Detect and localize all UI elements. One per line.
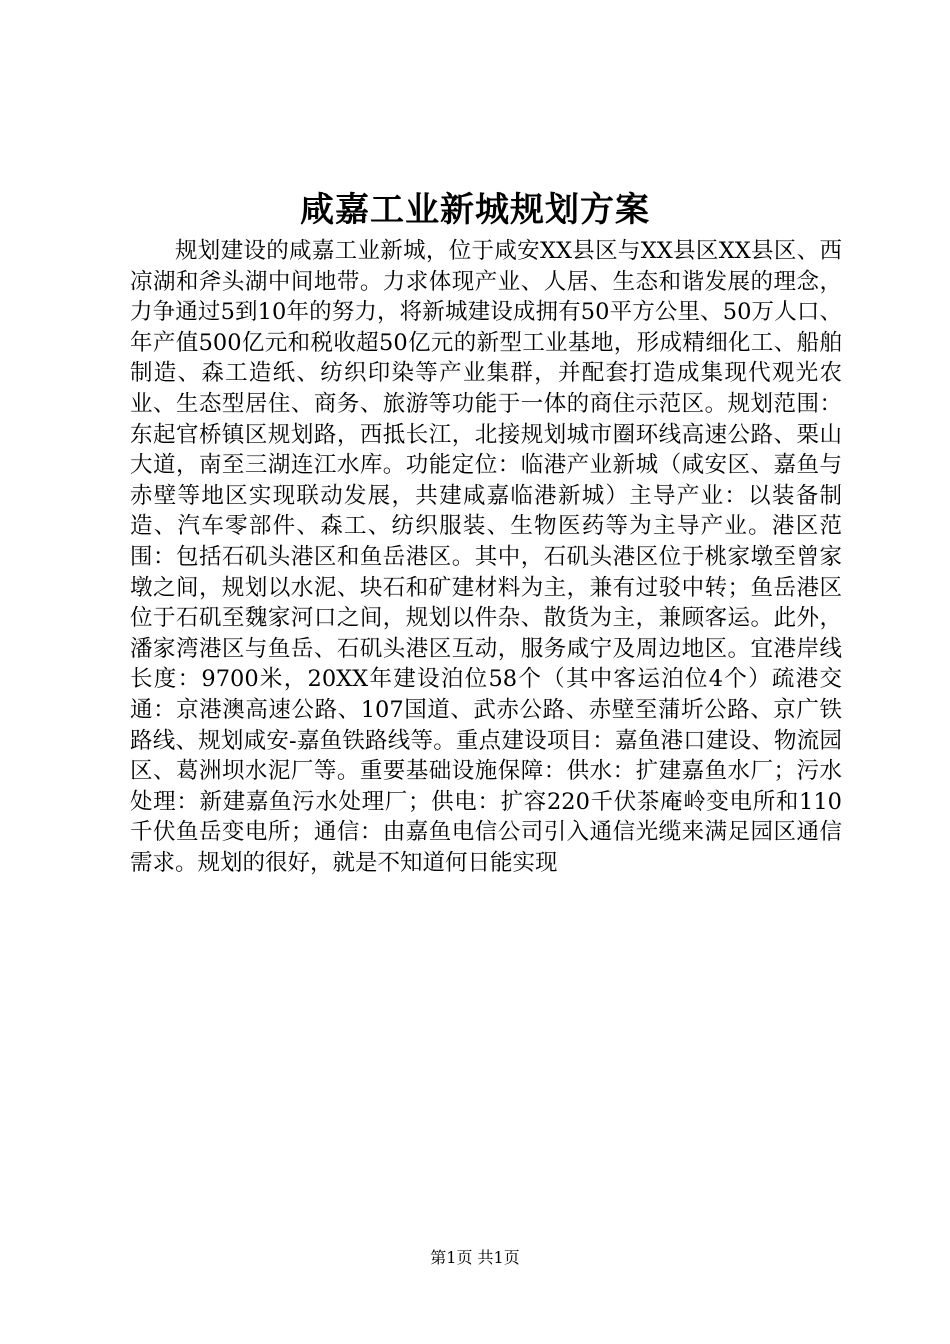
document-title: 咸嘉工业新城规划方案 (300, 190, 650, 230)
document-body: 规划建设的咸嘉工业新城，位于咸安XX县区与XX县区XX县区、西凉湖和斧头湖中间地带。力求体现产业、人居、生态和谐发展的理念，力争通过5到10年的努力，将新城建设成拥有50平方公里、50万人口、年产值500亿元和税收超50亿元的新型工业基地，形成精细化工、船舶制造、森工造纸、纺织印染等产业集群，并配套打造成集现代观光农业、生态型居住、商务、旅游等功能于一体的商住示范区。规划范围：东起官桥镇区规划路，西抵长江，北接规划城市圈环线高速公路、栗山大道，南至三湖连江水库。功能定位：临港产业新城（咸安区、嘉鱼与赤壁等地区实现联动发展，共建咸嘉临港新城）主导产业：以装备制造、汽车零部件、森工、纺织服装、生物医药等为主导产业。港区范围：包括石矶头港区和鱼岳港区。其中，石矶头港区位于桃家墩至曾家墩之间，规划以水泥、块石和矿建材料为主，兼有过驳中转；鱼岳港区位于石矶至魏家河口之间，规划以件杂、散货为主，兼顾客运。此外，潘家湾港区与鱼岳、石矶头港区互动，服务咸宁及周边地区。宜港岸线长度：9700米，20XX年建设泊位58个（其中客运泊位4个）疏港交通：京港澳高速公路、107国道、武赤公路、赤壁至蒲圻公路、京广铁路线、规划咸安-嘉鱼铁路线等。重点建设项目：嘉鱼港口建设、物流园区、葛洲坝水泥厂等。重要基础设施保障：供水：扩建嘉鱼水厂；污水处理：新建嘉鱼污水处理厂；供电：扩容220千伏茶庵岭变电所和110千伏鱼岳变电所；通信：由嘉鱼电信公司引入通信光缆来满足园区通信需求。规划的很好，就是不知道何日能实现 (130, 238, 842, 876)
page-footer: 第1页 共1页 (430, 1248, 520, 1267)
